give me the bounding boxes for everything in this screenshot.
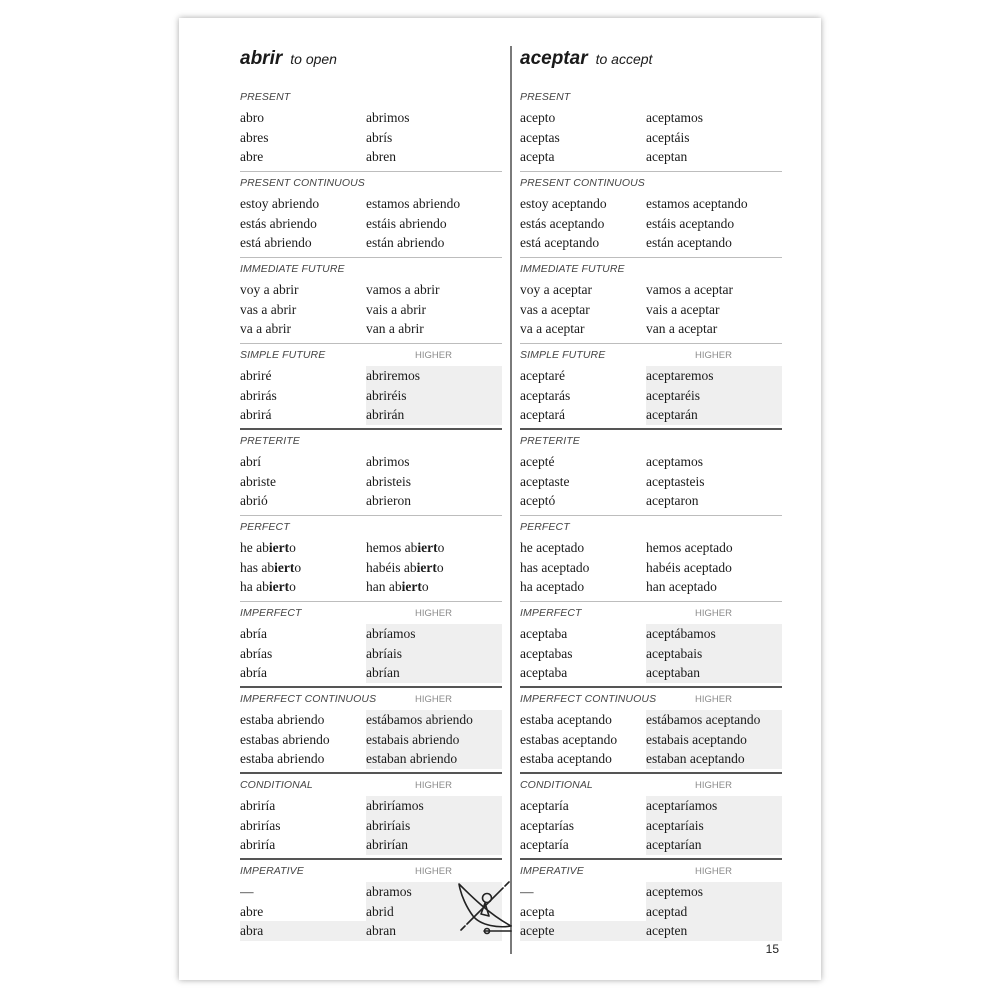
tense-header bbox=[520, 774, 782, 796]
plural-form: aceptáis bbox=[646, 129, 690, 145]
singular-form: aceptará bbox=[520, 407, 565, 422]
tense-header bbox=[240, 258, 502, 280]
plural-form: estáis aceptando bbox=[646, 215, 735, 231]
singular-form: abrió bbox=[240, 493, 268, 508]
tense-name: IMPERATIVE bbox=[240, 865, 304, 877]
singular-form: aceptas bbox=[520, 129, 560, 145]
plural-form: estabais aceptando bbox=[646, 730, 782, 750]
singular-form: abra bbox=[240, 921, 366, 941]
tense-block bbox=[520, 258, 782, 344]
tense-header bbox=[240, 430, 502, 452]
tense-name: PRETERITE bbox=[240, 435, 300, 447]
verb-header bbox=[240, 46, 502, 86]
singular-form: has aceptado bbox=[520, 559, 590, 575]
tense-header bbox=[520, 688, 782, 710]
singular-form: abriría bbox=[240, 798, 276, 813]
tense-header bbox=[240, 86, 502, 108]
plural-form: abríais bbox=[366, 644, 502, 664]
plural-form: abrid bbox=[366, 902, 502, 922]
singular-form: aceptaría bbox=[520, 837, 569, 852]
plural-form: aceptabais bbox=[646, 644, 782, 664]
singular-form: abrirás bbox=[240, 387, 277, 403]
conjugation-grid bbox=[520, 710, 782, 769]
tense-block bbox=[240, 602, 502, 688]
tense-name: IMMEDIATE FUTURE bbox=[240, 263, 345, 275]
higher-label: HIGHER bbox=[695, 607, 732, 619]
tense-block bbox=[240, 430, 502, 516]
singular-form: aceptaste bbox=[520, 473, 570, 489]
tense-header bbox=[520, 344, 782, 366]
singular-form: está aceptando bbox=[520, 235, 600, 250]
singular-form: acepta bbox=[520, 903, 555, 919]
conjugation-grid bbox=[520, 452, 782, 511]
plural-form: abrieron bbox=[366, 493, 411, 508]
singular-form: abriré bbox=[240, 368, 272, 383]
higher-label: HIGHER bbox=[695, 693, 732, 705]
singular-form: aceptabas bbox=[520, 645, 573, 661]
verb-column-abrir bbox=[240, 46, 502, 946]
plural-form: estábamos aceptando bbox=[646, 710, 782, 730]
singular-form: está abriendo bbox=[240, 235, 312, 250]
tense-name: IMPERATIVE bbox=[520, 865, 584, 877]
tense-name: SIMPLE FUTURE bbox=[520, 349, 606, 361]
plural-form: abrimos bbox=[366, 454, 410, 469]
singular-form: abre bbox=[240, 903, 264, 919]
plural-form: abrirían bbox=[366, 835, 502, 855]
higher-label: HIGHER bbox=[415, 607, 452, 619]
tense-header bbox=[520, 602, 782, 624]
higher-label: HIGHER bbox=[415, 693, 452, 705]
singular-form: abro bbox=[240, 110, 264, 125]
singular-form: aceptarías bbox=[520, 817, 574, 833]
plural-form: aceptábamos bbox=[646, 624, 782, 644]
conjugation-grid bbox=[240, 796, 502, 855]
kayak-icon bbox=[451, 876, 515, 936]
plural-form: han abierto bbox=[366, 579, 429, 594]
tense-name: PERFECT bbox=[520, 521, 570, 533]
conjugation-grid bbox=[240, 624, 502, 683]
tense-block bbox=[240, 774, 502, 860]
conjugation-grid bbox=[240, 452, 502, 511]
tense-name: SIMPLE FUTURE bbox=[240, 349, 326, 361]
tense-name: IMPERFECT CONTINUOUS bbox=[520, 693, 657, 705]
tense-block bbox=[240, 86, 502, 172]
plural-form: abriríamos bbox=[366, 796, 502, 816]
tense-header bbox=[240, 774, 502, 796]
conjugation-grid bbox=[520, 108, 782, 167]
plural-form: vamos a aceptar bbox=[646, 282, 733, 297]
conjugation-grid bbox=[240, 108, 502, 167]
singular-form: va a aceptar bbox=[520, 321, 585, 336]
tense-block bbox=[520, 602, 782, 688]
tense-header bbox=[240, 688, 502, 710]
singular-form: abre bbox=[240, 149, 264, 164]
tense-block bbox=[520, 172, 782, 258]
verb-infinitive: aceptar bbox=[520, 48, 588, 69]
plural-form: estábamos abriendo bbox=[366, 710, 502, 730]
tense-block bbox=[240, 258, 502, 344]
tense-block bbox=[240, 172, 502, 258]
singular-form: ha aceptado bbox=[520, 579, 585, 594]
singular-form: estás abriendo bbox=[240, 215, 317, 231]
plural-form: hemos abierto bbox=[366, 540, 445, 555]
singular-form: acepte bbox=[520, 921, 646, 941]
tense-header bbox=[520, 258, 782, 280]
book-page bbox=[179, 18, 821, 980]
singular-form: he abierto bbox=[240, 540, 296, 555]
plural-form: están abriendo bbox=[366, 235, 445, 250]
singular-form: — bbox=[520, 884, 534, 899]
singular-form: has abierto bbox=[240, 559, 302, 575]
plural-form: habéis abierto bbox=[366, 559, 444, 575]
tense-name: IMMEDIATE FUTURE bbox=[520, 263, 625, 275]
plural-form: abrían bbox=[366, 663, 502, 683]
conjugation-grid bbox=[520, 194, 782, 253]
plural-form: estaban aceptando bbox=[646, 749, 782, 769]
singular-form: acepté bbox=[520, 454, 555, 469]
plural-form: abrirán bbox=[366, 405, 502, 425]
singular-form: va a abrir bbox=[240, 321, 291, 336]
plural-form: hemos aceptado bbox=[646, 540, 733, 555]
plural-form: vais a abrir bbox=[366, 301, 426, 317]
plural-form: aceptasteis bbox=[646, 473, 705, 489]
plural-form: aceptamos bbox=[646, 110, 703, 125]
singular-form: abrí bbox=[240, 454, 261, 469]
plural-form: estaban abriendo bbox=[366, 749, 502, 769]
plural-form: aceptaron bbox=[646, 493, 699, 508]
tense-header bbox=[240, 516, 502, 538]
plural-form: vais a aceptar bbox=[646, 301, 720, 317]
plural-form: aceptaríais bbox=[646, 816, 782, 836]
singular-form: abría bbox=[240, 665, 267, 680]
tense-header bbox=[240, 172, 502, 194]
plural-form: han aceptado bbox=[646, 579, 717, 594]
verb-translation: to open bbox=[290, 51, 337, 67]
singular-form: acepto bbox=[520, 110, 556, 125]
plural-form: aceptarían bbox=[646, 835, 782, 855]
singular-form: aceptaré bbox=[520, 368, 565, 383]
singular-form: abres bbox=[240, 129, 269, 145]
plural-form: estáis abriendo bbox=[366, 215, 447, 231]
singular-form: aceptaba bbox=[520, 665, 568, 680]
tense-header bbox=[520, 430, 782, 452]
column-divider bbox=[510, 46, 512, 954]
plural-form: abríamos bbox=[366, 624, 502, 644]
plural-form: acepten bbox=[646, 921, 782, 941]
plural-form: abriremos bbox=[366, 366, 502, 386]
tense-list bbox=[520, 86, 782, 946]
tense-name: IMPERFECT bbox=[240, 607, 302, 619]
tense-block bbox=[520, 688, 782, 774]
tense-name: CONDITIONAL bbox=[520, 779, 593, 791]
tense-name: IMPERFECT bbox=[520, 607, 582, 619]
tense-name: CONDITIONAL bbox=[240, 779, 313, 791]
tense-header bbox=[520, 516, 782, 538]
tense-block bbox=[520, 860, 782, 946]
tense-name: PRESENT bbox=[240, 91, 291, 103]
conjugation-grid bbox=[240, 710, 502, 769]
conjugation-grid bbox=[520, 280, 782, 339]
singular-form: abrirías bbox=[240, 817, 281, 833]
verb-infinitive: abrir bbox=[240, 48, 283, 69]
conjugation-grid bbox=[520, 882, 782, 941]
tense-name: PRESENT CONTINUOUS bbox=[520, 177, 645, 189]
plural-form: aceptaban bbox=[646, 663, 782, 683]
plural-form: estamos abriendo bbox=[366, 196, 461, 211]
singular-form: abriría bbox=[240, 837, 276, 852]
tense-name: PERFECT bbox=[240, 521, 290, 533]
singular-form: aceptaría bbox=[520, 798, 569, 813]
singular-form: — bbox=[240, 884, 254, 899]
singular-form: ha abierto bbox=[240, 579, 296, 594]
conjugation-grid bbox=[520, 796, 782, 855]
plural-form: abren bbox=[366, 149, 396, 164]
singular-form: abrías bbox=[240, 645, 273, 661]
singular-form: voy a abrir bbox=[240, 282, 299, 297]
plural-form: aceptan bbox=[646, 149, 688, 164]
plural-form: vamos a abrir bbox=[366, 282, 440, 297]
plural-form: van a aceptar bbox=[646, 321, 718, 336]
higher-label: HIGHER bbox=[695, 349, 732, 361]
tense-header bbox=[520, 172, 782, 194]
verb-column-aceptar bbox=[520, 46, 782, 946]
singular-form: vas a abrir bbox=[240, 301, 297, 317]
singular-form: voy a aceptar bbox=[520, 282, 592, 297]
conjugation-grid bbox=[240, 280, 502, 339]
tense-block bbox=[520, 430, 782, 516]
tense-header bbox=[240, 602, 502, 624]
higher-label: HIGHER bbox=[415, 779, 452, 791]
tense-list bbox=[240, 86, 502, 946]
singular-form: aceptarás bbox=[520, 387, 571, 403]
tense-name: PRETERITE bbox=[520, 435, 580, 447]
conjugation-grid bbox=[240, 194, 502, 253]
tense-block bbox=[240, 516, 502, 602]
tense-name: PRESENT CONTINUOUS bbox=[240, 177, 365, 189]
conjugation-grid bbox=[240, 366, 502, 425]
singular-form: abriste bbox=[240, 473, 276, 489]
plural-form: abrimos bbox=[366, 110, 410, 125]
tense-block bbox=[520, 774, 782, 860]
singular-form: abría bbox=[240, 626, 267, 641]
tense-name: PRESENT bbox=[520, 91, 571, 103]
tense-block bbox=[520, 86, 782, 172]
plural-form: abristeis bbox=[366, 473, 411, 489]
conjugation-grid bbox=[240, 538, 502, 597]
plural-form: abriríais bbox=[366, 816, 502, 836]
singular-form: estás aceptando bbox=[520, 215, 605, 231]
plural-form: aceptemos bbox=[646, 882, 782, 902]
plural-form: aceptad bbox=[646, 902, 782, 922]
higher-label: HIGHER bbox=[415, 865, 452, 877]
higher-label: HIGHER bbox=[695, 779, 732, 791]
plural-form: abramos bbox=[366, 882, 502, 902]
verb-translation: to accept bbox=[595, 51, 653, 67]
tense-block bbox=[240, 344, 502, 430]
plural-form: aceptarán bbox=[646, 405, 782, 425]
plural-form: abrís bbox=[366, 129, 393, 145]
singular-form: estoy abriendo bbox=[240, 196, 320, 211]
tense-block bbox=[240, 688, 502, 774]
singular-form: acepta bbox=[520, 149, 555, 164]
tense-header bbox=[520, 86, 782, 108]
plural-form: aceptaremos bbox=[646, 366, 782, 386]
higher-label: HIGHER bbox=[415, 349, 452, 361]
singular-form: aceptaba bbox=[520, 626, 568, 641]
plural-form: aceptamos bbox=[646, 454, 703, 469]
plural-form: están aceptando bbox=[646, 235, 732, 250]
singular-form: vas a aceptar bbox=[520, 301, 590, 317]
plural-form: van a abrir bbox=[366, 321, 424, 336]
tense-header bbox=[520, 860, 782, 882]
page-number: 15 bbox=[765, 942, 779, 956]
conjugation-grid bbox=[520, 366, 782, 425]
singular-form: estaba aceptando bbox=[520, 751, 612, 766]
conjugation-grid bbox=[520, 624, 782, 683]
plural-form: aceptaréis bbox=[646, 386, 782, 406]
verb-header bbox=[520, 46, 782, 86]
tense-header bbox=[240, 344, 502, 366]
singular-form: estoy aceptando bbox=[520, 196, 607, 211]
conjugation-grid bbox=[520, 538, 782, 597]
singular-form: estaba abriendo bbox=[240, 751, 325, 766]
singular-form: estabas abriendo bbox=[240, 731, 330, 747]
higher-label: HIGHER bbox=[695, 865, 732, 877]
plural-form: estabais abriendo bbox=[366, 730, 502, 750]
plural-form: habéis aceptado bbox=[646, 559, 732, 575]
singular-form: estaba aceptando bbox=[520, 712, 612, 727]
tense-block bbox=[520, 516, 782, 602]
plural-form: aceptaríamos bbox=[646, 796, 782, 816]
tense-block bbox=[520, 344, 782, 430]
plural-form: abran bbox=[366, 921, 502, 941]
tense-name: IMPERFECT CONTINUOUS bbox=[240, 693, 377, 705]
singular-form: abrirá bbox=[240, 407, 272, 422]
singular-form: estaba abriendo bbox=[240, 712, 325, 727]
singular-form: estabas aceptando bbox=[520, 731, 618, 747]
plural-form: abriréis bbox=[366, 386, 502, 406]
singular-form: aceptó bbox=[520, 493, 556, 508]
singular-form: he aceptado bbox=[520, 540, 585, 555]
plural-form: estamos aceptando bbox=[646, 196, 748, 211]
